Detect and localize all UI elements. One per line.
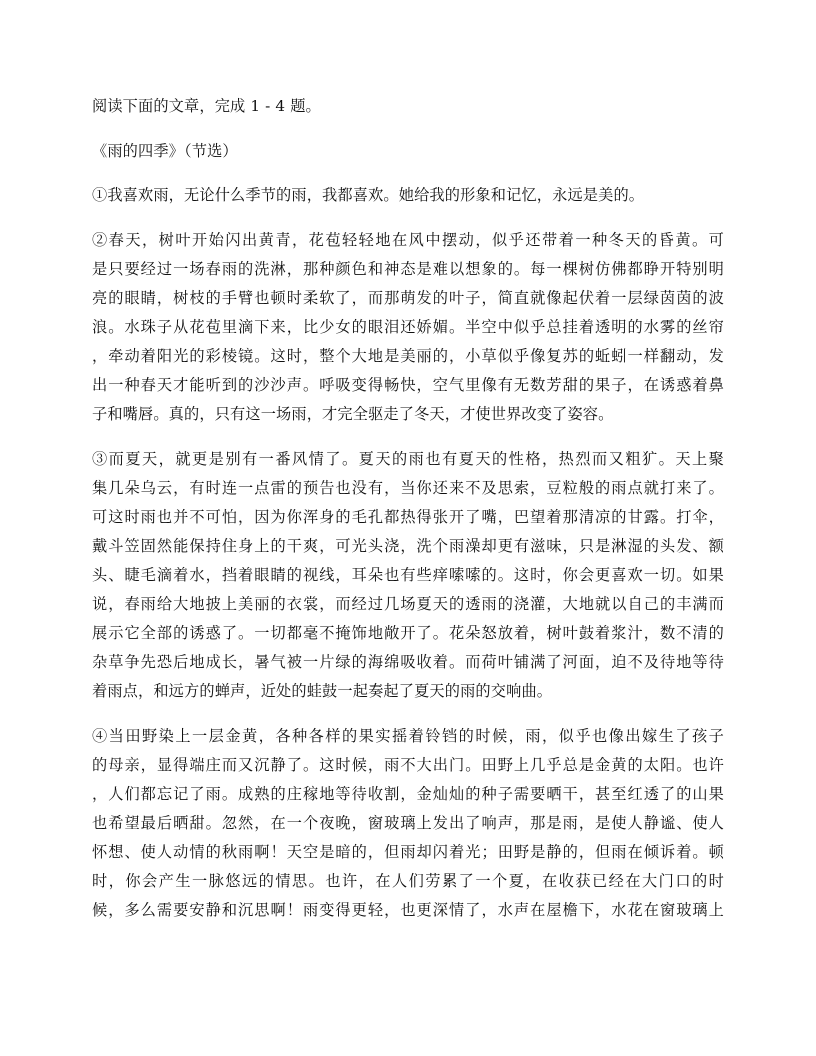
paragraph-4 (92, 722, 724, 925)
article-title: 《雨的四季》（节选） (92, 142, 238, 160)
paragraph-line: 浪。水珠子从花苞里滴下来，比少女的眼泪还娇媚。半空中似乎总挂着透明的水雾的丝帘 (92, 318, 724, 336)
paragraph-line: 展示它全部的诱惑了。一切都毫不掩饰地敞开了。花朵怒放着，树叶鼓着浆汁，数不清的 (92, 624, 724, 642)
paragraph-line: ，牵动着阳光的彩棱镜。这时，整个大地是美丽的，小草似乎像复苏的蚯蚓一样翻动，发 (92, 347, 724, 365)
paragraph-2 (92, 226, 724, 429)
paragraph-line: ③而夏天，就更是别有一番风情了。夏天的雨也有夏天的性格，热烈而又粗犷。天上聚 (92, 450, 724, 468)
paragraph-line: 怀想、使人动情的秋雨啊！天空是暗的，但雨却闪着光；田野是静的，但雨在倾诉着。顿 (92, 843, 724, 861)
paragraph-line: 子和嘴唇。真的，只有这一场雨，才完全驱走了冬天，才使世界改变了姿容。 (92, 405, 614, 423)
article-paragraphs (92, 181, 724, 925)
paragraph-line: 杂草争先恐后地成长，暑气被一片绿的海绵吸收着。而荷叶铺满了河面，迫不及待地等待 (92, 653, 724, 671)
document-body (92, 92, 724, 941)
paragraph-line: ④当田野染上一层金黄，各种各样的果实摇着铃铛的时候，雨，似乎也像出嫁生了孩子 (92, 727, 724, 745)
paragraph-line: ②春天，树叶开始闪出黄青，花苞轻轻地在风中摆动，似乎还带着一种冬天的昏黄。可 (92, 231, 724, 249)
paragraph-line: ，人们都忘记了雨。成熟的庄稼地等待收割，金灿灿的种子需要晒干，甚至红透了的山果 (92, 785, 724, 803)
paragraph-line: ①我喜欢雨，无论什么季节的雨，我都喜欢。她给我的形象和记忆，永远是美的。 (92, 186, 645, 204)
paragraph-line: 戴斗笠固然能保持住身上的干爽，可光头浇，洗个雨澡却更有滋味，只是淋湿的头发、额 (92, 537, 724, 555)
reading-instruction: 阅读下面的文章，完成 1 - 4 题。 (92, 97, 321, 115)
paragraph-line: 候，多么需要安静和沉思啊！雨变得更轻，也更深情了，水声在屋檐下，水花在窗玻璃上 (92, 901, 724, 919)
paragraph-line: 着雨点，和远方的蝉声，近处的蛙鼓一起奏起了夏天的雨的交响曲。 (92, 682, 553, 700)
paragraph-1 (92, 181, 724, 210)
paragraph-line: 说，春雨给大地披上美丽的衣裳，而经过几场夏天的透雨的浇灌，大地就以自己的丰满而 (92, 595, 724, 613)
paragraph-line: 可这时雨也并不可怕，因为你浑身的毛孔都热得张开了嘴，巴望着那清凉的甘露。打伞， (92, 508, 724, 526)
paragraph-line: 出一种春天才能听到的沙沙声。呼吸变得畅快，空气里像有无数芳甜的果子，在诱惑着鼻 (92, 376, 724, 394)
paragraph-3 (92, 445, 724, 706)
paragraph-line: 头、睫毛滴着水，挡着眼睛的视线，耳朵也有些痒嗦嗦的。这时，你会更喜欢一切。如果 (92, 566, 724, 584)
paragraph-line: 时，你会产生一脉悠远的情思。也许，在人们劳累了一个夏，在收获已经在大门口的时 (92, 872, 724, 890)
paragraph-line: 也希望最后晒甜。忽然，在一个夜晚，窗玻璃上发出了响声，那是雨，是使人静谧、使人 (92, 814, 724, 832)
paragraph-line: 亮的眼睛，树枝的手臂也顿时柔软了，而那萌发的叶子，简直就像起伏着一层绿茵茵的波 (92, 289, 724, 307)
paragraph-line: 集几朵乌云，有时连一点雷的预告也没有，当你还来不及思索，豆粒般的雨点就打来了。 (92, 479, 724, 497)
paragraph-line: 的母亲，显得端庄而又沉静了。这时候，雨不大出门。田野上几乎总是金黄的太阳。也许 (92, 756, 724, 774)
paragraph-line: 是只要经过一场春雨的洗淋，那种颜色和神态是难以想象的。每一棵树仿佛都睁开特别明 (92, 260, 724, 278)
